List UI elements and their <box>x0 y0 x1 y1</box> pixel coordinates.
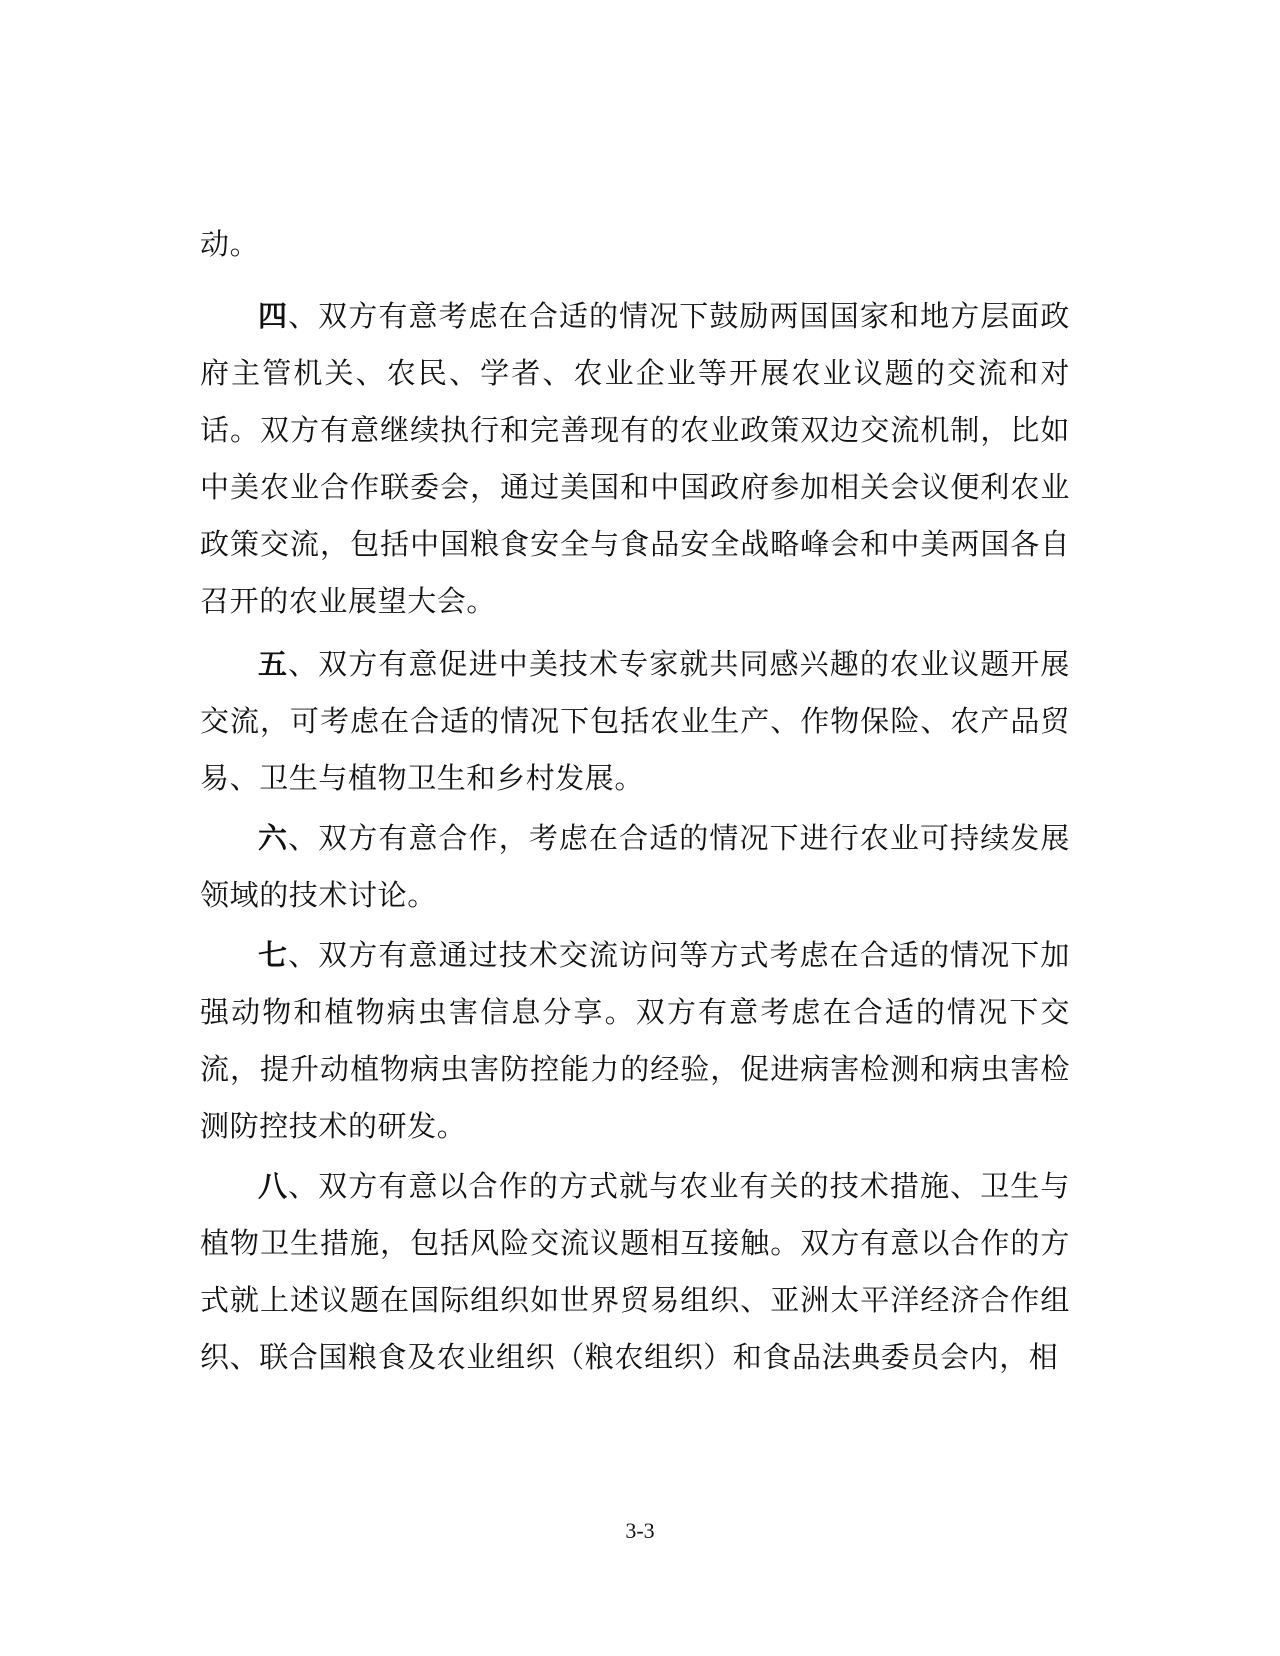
paragraph-body: 、双方有意考虑在合适的情况下鼓励两国国家和地方层面政府主管机关、农民、学者、农业企业等开展农业议题的交流和对话。双方有意继续执行和完善现有的农业政策双边交流机制，比如中美农业合作联委会，通过美国和中国政府参加相关会议便利农业政策交流，包括中国粮食安全与食品安全战略峰会和中美两国各自召开的农业展望大会。 <box>200 299 1070 618</box>
paragraph-number: 四 <box>258 299 289 333</box>
paragraph-body: 、双方有意合作，考虑在合适的情况下进行农业可持续发展领域的技术讨论。 <box>200 821 1070 912</box>
paragraph-number: 八 <box>258 1169 289 1203</box>
paragraph-number: 五 <box>258 647 289 681</box>
paragraph-body: 、双方有意通过技术交流访问等方式考虑在合适的情况下加强动物和植物病虫害信息分享。双方有意考虑在合适的情况下交流，提升动植物病虫害防控能力的经验，促进病害检测和病虫害检测防控技术的研发。 <box>200 938 1070 1143</box>
paragraph-5 <box>200 636 1070 807</box>
paragraph-8 <box>200 1158 1070 1386</box>
paragraph-7 <box>200 927 1070 1155</box>
paragraph-4 <box>200 288 1070 630</box>
paragraph-6 <box>200 810 1070 924</box>
paragraph-number: 七 <box>258 938 289 972</box>
paragraph-body: 、双方有意促进中美技术专家就共同感兴趣的农业议题开展交流，可考虑在合适的情况下包括农业生产、作物保险、农产品贸易、卫生与植物卫生和乡村发展。 <box>200 647 1070 795</box>
paragraph-body: 、双方有意以合作的方式就与农业有关的技术措施、卫生与植物卫生措施，包括风险交流议题相互接触。双方有意以合作的方式就上述议题在国际组织如世界贸易组织、亚洲太平洋经济合作组织、联合国粮食及农业组织（粮农组织）和食品法典委员会内，相 <box>200 1169 1070 1374</box>
continuation-text: 动。 <box>200 227 260 261</box>
page-number: 3-3 <box>625 1518 655 1543</box>
paragraph-number: 六 <box>258 821 289 855</box>
